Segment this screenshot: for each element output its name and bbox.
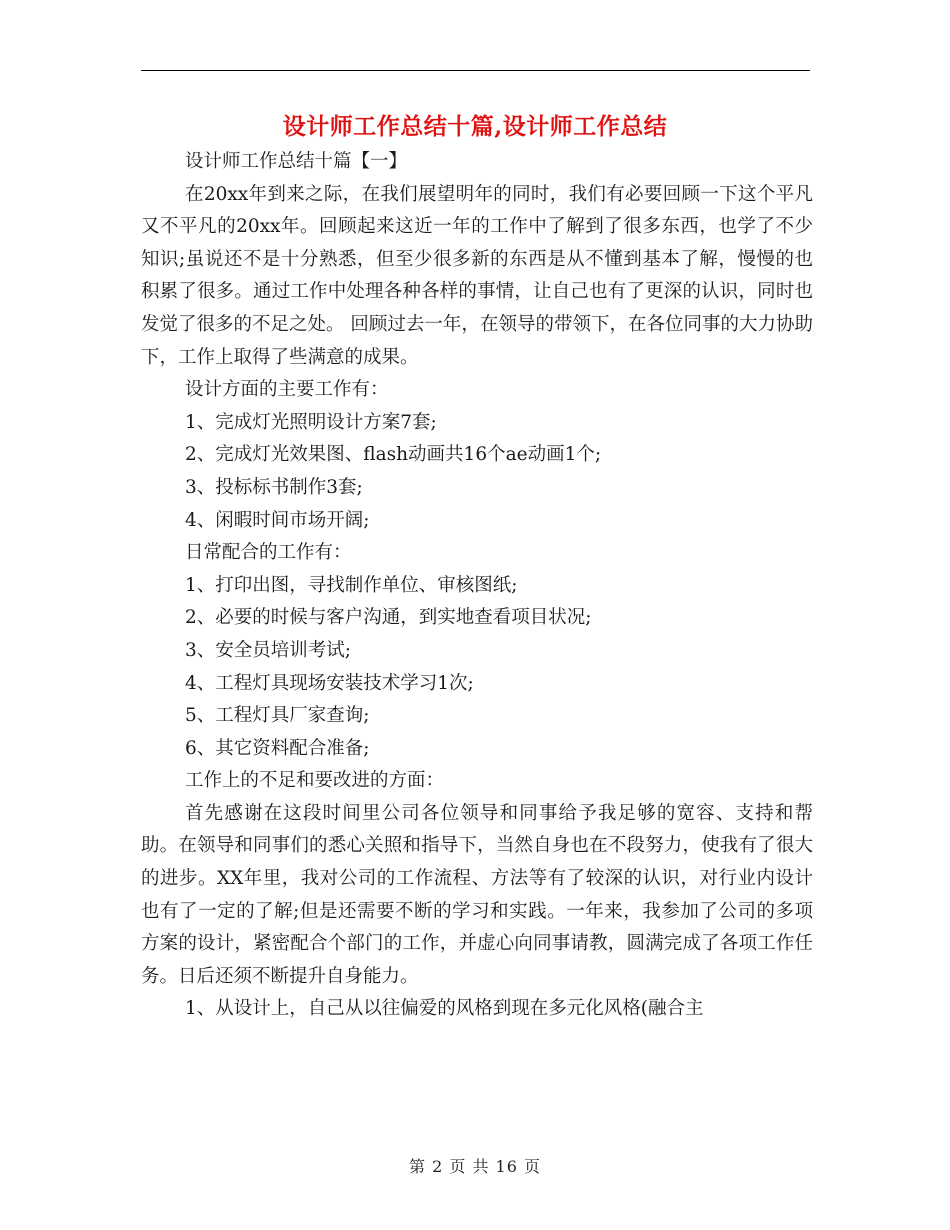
header-rule — [141, 70, 810, 71]
list-item: 1、打印出图，寻找制作单位、审核图纸; — [185, 574, 518, 596]
design-paragraph: 1、从设计上，自己从以往偏爱的风格到现在多元化风格(融合主 — [185, 998, 704, 1020]
improvement-heading: 工作上的不足和要改进的方面： — [185, 770, 445, 792]
document-body — [141, 146, 813, 1026]
page-footer: 第 2 页 共 16 页 — [409, 1157, 541, 1176]
daily-work-heading: 日常配合的工作有： — [185, 542, 352, 564]
section-heading: 设计师工作总结十篇【一】 — [185, 151, 408, 172]
intro-paragraph: 在20xx年到来之际，在我们展望明年的同时，我们有必要回顾一下这个平凡又不平凡的20xx年。回顾起来这近一年的工作中了解到了很多东西，也学了不少知识;虽说还不是十分熟悉，但至少很多新的东西是从不懂到基本了解，慢慢的也积累了很多。通过工作中处理各种各样的事情，让自己也有了更深的认识，同时也发觉了很多的不足之处。 回顾过去一年，在领导的带领下，在各位同事的大力协助下，工作上取得了些满意的成果。 — [141, 183, 813, 368]
list-item: 2、必要的时候与客户沟通，到实地查看项目状况; — [185, 607, 592, 629]
list-item: 3、投标标书制作3套; — [185, 476, 363, 498]
list-item: 2、完成灯光效果图、flash动画共16个ae动画1个; — [185, 444, 602, 466]
list-item: 6、其它资料配合准备; — [185, 737, 370, 759]
design-work-heading: 设计方面的主要工作有： — [185, 379, 389, 401]
list-item: 5、工程灯具厂家查询; — [185, 705, 370, 727]
document-title: 设计师工作总结十篇,设计师工作总结 — [282, 113, 668, 140]
list-item: 1、完成灯光照明设计方案7套; — [185, 411, 437, 433]
thanks-paragraph: 首先感谢在这段时间里公司各位领导和同事给予我足够的宽容、支持和帮助。在领导和同事们的悉心关照和指导下，当然自身也在不段努力，使我有了很大的进步。XX年里，我对公司的工作流程、方法等有了较深的认识，对行业内设计也有了一定的了解;但是还需要不断的学习和实践。一年来，我参加了公司的多项方案的设计，紧密配合个部门的工作，并虚心向同事请教，圆满完成了各项工作任务。日后还须不断提升自身能力。 — [141, 802, 813, 987]
list-item: 4、闲暇时间市场开阔; — [185, 509, 370, 531]
list-item: 4、工程灯具现场安装技术学习1次; — [185, 672, 474, 694]
list-item: 3、安全员培训考试; — [185, 639, 352, 661]
